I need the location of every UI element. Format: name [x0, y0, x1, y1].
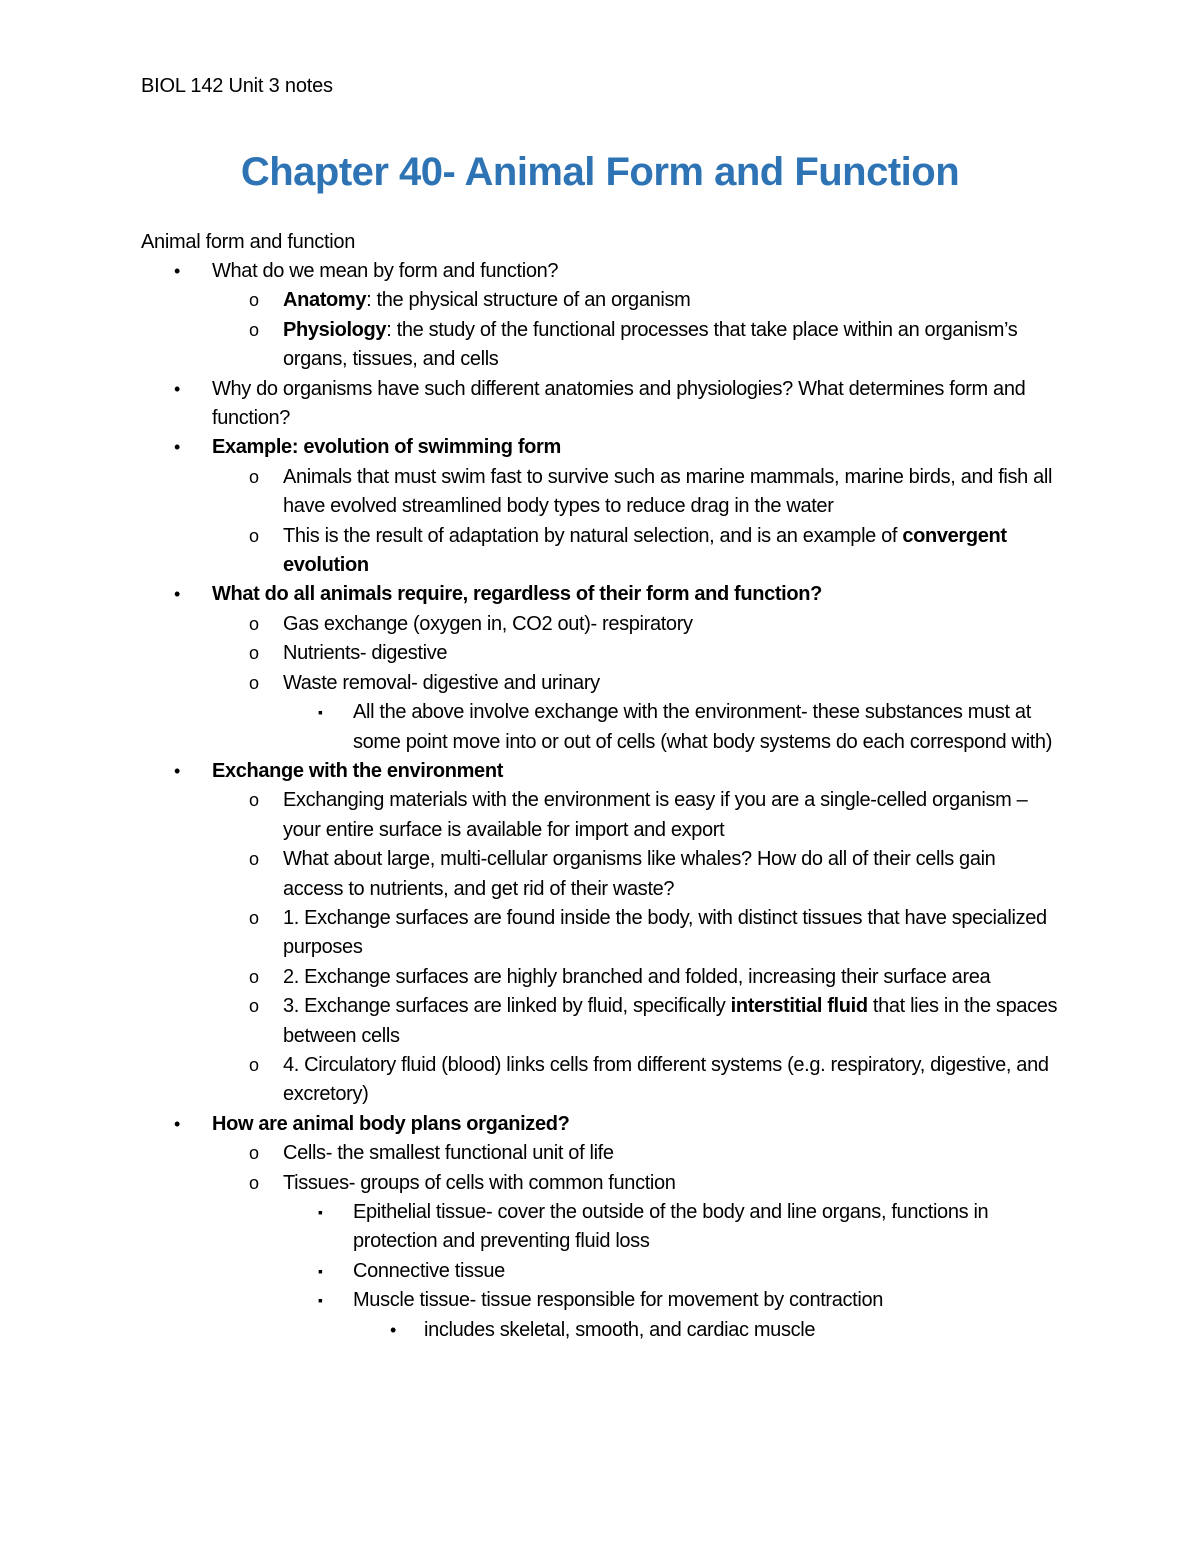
bullet-marker-icon: •: [174, 760, 180, 781]
section-label: Animal form and function: [141, 231, 356, 253]
square-marker-icon: ▪: [318, 1204, 323, 1220]
text-run: Exchanging materials with the environment is easy if you are a single-celled organism – your entire surface is available for import and export: [283, 789, 1028, 841]
page-header: BIOL 142 Unit 3 notes: [141, 75, 333, 97]
bold-term: Exchange with the environment: [212, 759, 504, 782]
outline-item-level-2: [0, 522, 1200, 581]
outline-item-text: [283, 669, 1060, 698]
outline-item-level-2: [0, 669, 1200, 698]
text-run: Animals that must swim fast to survive such as marine mammals, marine birds, and fish all have evolved streamlined body types to reduce drag in the water: [283, 465, 1053, 518]
outline-item-text: [283, 992, 1060, 1051]
outline-item-level-2: [0, 639, 1200, 668]
circle-marker-icon: o: [249, 613, 259, 634]
outline-item-level-2: [0, 992, 1200, 1051]
outline-item-text: [283, 316, 1060, 375]
circle-marker-icon: o: [249, 907, 259, 928]
outline-item-text: [283, 963, 1060, 992]
outline-item-text: [424, 1316, 1060, 1345]
outline-item-level-2: [0, 316, 1200, 375]
notes-outline: [0, 257, 1200, 1345]
outline-item-text: [283, 639, 1060, 668]
text-run: 3. Exchange surfaces are linked by fluid, specifically: [283, 995, 731, 1018]
text-run: What about large, multi-cellular organisms like whales? How do all of their cells gain access to nutrients, and get rid of their waste?: [283, 848, 996, 900]
outline-item-text: [353, 698, 1060, 757]
circle-marker-icon: o: [249, 525, 259, 546]
text-run: includes skeletal, smooth, and cardiac muscle: [424, 1318, 816, 1341]
text-run: 4. Circulatory fluid (blood) links cells from different systems (e.g. respiratory, digestive, and excretory): [283, 1053, 1049, 1106]
circle-marker-icon: o: [249, 966, 259, 987]
text-run: 2. Exchange surfaces are highly branched and folded, increasing their surface area: [283, 965, 991, 988]
outline-item-level-2: [0, 286, 1200, 315]
text-run: Muscle tissue- tissue responsible for movement by contraction: [353, 1289, 883, 1312]
outline-item-level-2: [0, 963, 1200, 992]
text-run: Cells- the smallest functional unit of life: [283, 1142, 614, 1165]
outline-item-level-1: [0, 257, 1200, 286]
square-marker-icon: ▪: [318, 704, 323, 721]
outline-item-level-2: [0, 1051, 1200, 1110]
outline-item-level-2: [0, 904, 1200, 963]
outline-item-level-1: [0, 580, 1200, 609]
text-run: All the above involve exchange with the environment- these substances must at some point move into or out of cells (what body systems do each correspond with): [353, 701, 1053, 753]
outline-item-text: [283, 463, 1060, 522]
outline-item-text: [283, 1139, 1060, 1168]
circle-marker-icon: o: [249, 643, 259, 664]
outline-item-text: [353, 1257, 1060, 1286]
bold-term: What do all animals require, regardless of their form and function?: [212, 583, 822, 606]
outline-item-level-2: [0, 1139, 1200, 1168]
outline-item-text: [283, 845, 1060, 904]
bullet-marker-icon: •: [174, 261, 180, 281]
outline-item-text: [283, 1169, 1060, 1198]
bold-term: Example: evolution of swimming form: [212, 436, 561, 459]
text-run: What do we mean by form and function?: [212, 260, 559, 282]
outline-item-text: [283, 786, 1060, 845]
outline-item-level-3: [0, 698, 1200, 757]
bold-term: Anatomy: [283, 289, 367, 312]
outline-item-text: [212, 375, 1050, 434]
outline-item-text: [353, 1198, 1060, 1257]
outline-item-text: [283, 1051, 1060, 1110]
text-run: This is the result of adaptation by natural selection, and is an example of: [283, 524, 903, 547]
bold-term: convergent evolution: [283, 524, 1007, 577]
document-title: Chapter 40- Animal Form and Function: [240, 150, 960, 194]
bullet-marker-icon: •: [174, 437, 180, 458]
circle-marker-icon: o: [249, 1054, 259, 1075]
circle-marker-icon: o: [249, 290, 259, 311]
text-run: Nutrients- digestive: [283, 642, 448, 665]
circle-marker-icon: o: [249, 1143, 259, 1164]
outline-item-text: [283, 286, 1060, 315]
text-run: : the study of the functional processes that take place within an organism’s organs, tissues, and cells: [283, 318, 1018, 371]
square-marker-icon: ▪: [318, 1292, 323, 1309]
bold-term: interstitial fluid: [730, 995, 868, 1018]
text-run: 1. Exchange surfaces are found inside the body, with distinct tissues that have specialized purposes: [283, 906, 1047, 959]
bold-term: Physiology: [283, 318, 387, 341]
outline-item-level-4: [0, 1316, 1200, 1345]
outline-item-text: [212, 757, 1050, 786]
outline-item-level-3: [0, 1286, 1200, 1315]
circle-marker-icon: o: [249, 996, 259, 1017]
bold-term: How are animal body plans organized?: [212, 1112, 570, 1135]
outline-item-level-3: [0, 1198, 1200, 1257]
outline-item-text: [283, 522, 1060, 581]
bullet-marker-icon: •: [174, 584, 180, 605]
outline-item-text: [212, 433, 1050, 462]
text-run: Connective tissue: [353, 1259, 505, 1282]
outline-item-text: [283, 904, 1060, 963]
outline-item-level-1: [0, 433, 1200, 462]
outline-item-level-1: [0, 757, 1200, 786]
text-run: Gas exchange (oxygen in, CO2 out)- respiratory: [283, 612, 693, 635]
text-run: : the physical structure of an organism: [366, 289, 691, 312]
outline-item-text: [212, 580, 1050, 609]
bullet-marker-icon: •: [174, 378, 180, 399]
outline-item-level-1: [0, 1110, 1200, 1139]
circle-marker-icon: o: [249, 466, 259, 487]
outline-item-text: [283, 610, 1060, 639]
outline-item-level-2: [0, 463, 1200, 522]
outline-item-text: [212, 257, 1050, 286]
outline-item-level-1: [0, 375, 1200, 434]
text-run: Epithelial tissue- cover the outside of the body and line organs, functions in protection and preventing fluid loss: [353, 1201, 989, 1253]
circle-marker-icon: o: [249, 672, 259, 693]
bullet-marker-icon: •: [390, 1319, 396, 1340]
circle-marker-icon: o: [249, 790, 259, 811]
outline-item-level-2: [0, 786, 1200, 845]
circle-marker-icon: o: [249, 1172, 259, 1193]
text-run: Tissues- groups of cells with common function: [283, 1171, 676, 1194]
outline-item-level-2: [0, 1169, 1200, 1198]
outline-item-text: [212, 1110, 1050, 1139]
square-marker-icon: ▪: [318, 1262, 323, 1279]
outline-item-level-3: [0, 1257, 1200, 1286]
outline-item-level-2: [0, 610, 1200, 639]
text-run: Waste removal- digestive and urinary: [283, 671, 600, 694]
circle-marker-icon: o: [249, 319, 259, 340]
outline-item-text: [353, 1286, 1060, 1315]
bullet-marker-icon: •: [174, 1113, 180, 1134]
text-run: Why do organisms have such different anatomies and physiologies? What determines form and function?: [212, 377, 1026, 430]
text-run: that lies in the spaces between cells: [283, 995, 1058, 1047]
circle-marker-icon: o: [249, 849, 259, 870]
outline-item-level-2: [0, 845, 1200, 904]
